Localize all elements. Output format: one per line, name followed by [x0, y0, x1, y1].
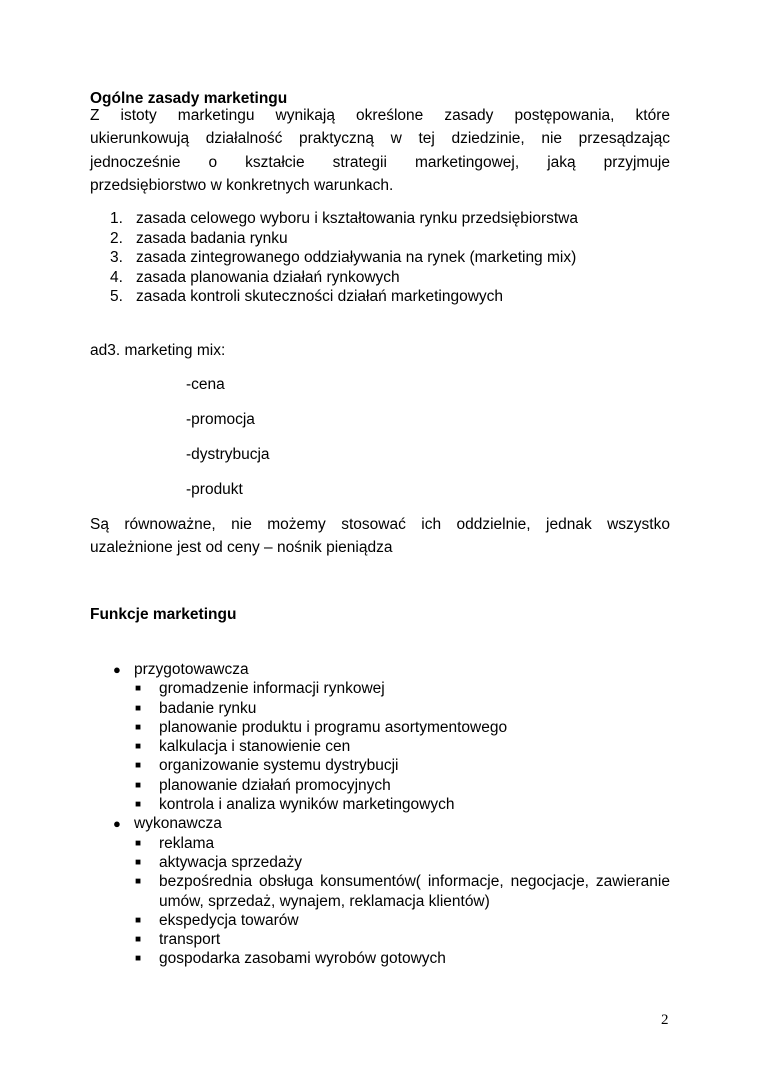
intro-line: Z istoty marketingu wynikają określone zasady postępowania, które	[90, 107, 670, 124]
marketing-mix-item: -promocja	[186, 411, 255, 428]
square-bullet-icon: ■	[135, 702, 142, 714]
list-text: zasada kontroli skuteczności działań marketingowych	[136, 288, 504, 305]
list-item	[110, 718, 670, 737]
square-bullet-icon: ■	[135, 683, 142, 695]
list-text: planowanie działań promocyjnych	[159, 776, 391, 794]
intro-line: przedsiębiorstwo w konkretnych warunkach.	[90, 176, 394, 194]
list-item	[110, 930, 670, 949]
list-text: zasada celowego wyboru i kształtowania rynku przedsiębiorstwa	[136, 210, 578, 227]
list-item	[110, 756, 670, 775]
list-item	[110, 911, 670, 930]
list-text: zasada planowania działań rynkowych	[136, 268, 400, 286]
list-item	[110, 949, 670, 968]
list-item	[110, 699, 670, 718]
list-number: 3.	[110, 249, 123, 266]
list-text: ekspedycja towarów	[159, 911, 299, 929]
marketing-mix-note	[90, 513, 670, 560]
list-text: zasada zintegrowanego oddziaływania na rynek (marketing mix)	[136, 249, 577, 266]
list-text: kontrola i analiza wyników marketingowych	[159, 796, 455, 814]
list-text: gospodarka zasobami wyrobów gotowych	[159, 950, 446, 968]
list-text: gromadzenie informacji rynkowej	[159, 680, 385, 698]
marketing-mix-item: -produkt	[186, 481, 243, 498]
page-number: 2	[661, 1012, 669, 1028]
square-bullet-icon: ■	[135, 856, 142, 868]
note-line: Są równoważne, nie możemy stosować ich oddzielnie, jednak wszystko	[90, 516, 670, 533]
list-item	[110, 776, 670, 795]
marketing-mix-item: -cena	[186, 376, 225, 393]
square-bullet-icon: ■	[135, 953, 142, 965]
section-title-functions: Funkcje marketingu	[90, 606, 237, 623]
list-item	[110, 268, 670, 288]
list-item	[110, 853, 670, 872]
square-bullet-icon: ■	[135, 741, 142, 753]
function-group	[110, 814, 670, 833]
list-text: transport	[159, 931, 221, 949]
square-bullet-icon: ■	[135, 876, 142, 888]
list-text: planowanie produktu i programu asortymentowego	[159, 718, 508, 736]
marketing-mix-item: -dystrybucja	[186, 446, 270, 463]
square-bullet-icon: ■	[135, 721, 142, 733]
list-text: reklama	[159, 834, 215, 852]
list-text: bezpośrednia obsługa konsumentów( informacje, negocjacje, zawieranie umów, sprzedaż, wynajem, reklamacja klientów)	[159, 873, 670, 910]
list-item	[110, 834, 670, 853]
square-bullet-icon: ■	[135, 760, 142, 772]
list-item	[110, 795, 670, 814]
list-number: 1.	[110, 210, 123, 227]
intro-paragraph	[90, 104, 670, 197]
function-group-label: wykonawcza	[134, 815, 222, 833]
list-text: badanie rynku	[159, 699, 257, 717]
list-item	[110, 287, 670, 307]
list-item	[110, 229, 670, 249]
list-item	[110, 679, 670, 698]
list-number: 2.	[110, 229, 123, 247]
function-group	[110, 660, 670, 679]
list-item	[110, 737, 670, 756]
intro-line: ukierunkowują działalność praktyczną w tej dziedzinie, nie przesądzając	[90, 130, 670, 148]
square-bullet-icon: ■	[135, 914, 142, 926]
function-group-label: przygotowawcza	[134, 661, 249, 678]
list-text: kalkulacja i stanowienie cen	[159, 738, 351, 756]
bullet-dot-icon: ●	[113, 816, 121, 832]
list-item	[110, 209, 670, 229]
list-item	[110, 872, 670, 911]
list-number: 4.	[110, 268, 123, 286]
bullet-dot-icon: ●	[113, 662, 121, 677]
square-bullet-icon: ■	[135, 837, 142, 849]
list-item	[110, 248, 670, 268]
marketing-mix-intro: ad3. marketing mix:	[90, 342, 226, 359]
note-line: uzależnione jest od ceny – nośnik pieniądza	[90, 539, 393, 557]
section-title-principles: Ogólne zasady marketingu	[90, 90, 288, 107]
intro-line: jednocześnie o kształcie strategii marketingowej, jaką przyjmuje	[90, 153, 670, 171]
principles-list	[110, 209, 670, 307]
square-bullet-icon: ■	[135, 799, 142, 811]
functions-list	[110, 660, 670, 969]
list-text: aktywacja sprzedaży	[159, 853, 303, 871]
list-text: zasada badania rynku	[136, 229, 288, 247]
square-bullet-icon: ■	[135, 779, 142, 791]
list-number: 5.	[110, 288, 123, 305]
square-bullet-icon: ■	[135, 934, 142, 946]
list-text: organizowanie systemu dystrybucji	[159, 757, 399, 775]
